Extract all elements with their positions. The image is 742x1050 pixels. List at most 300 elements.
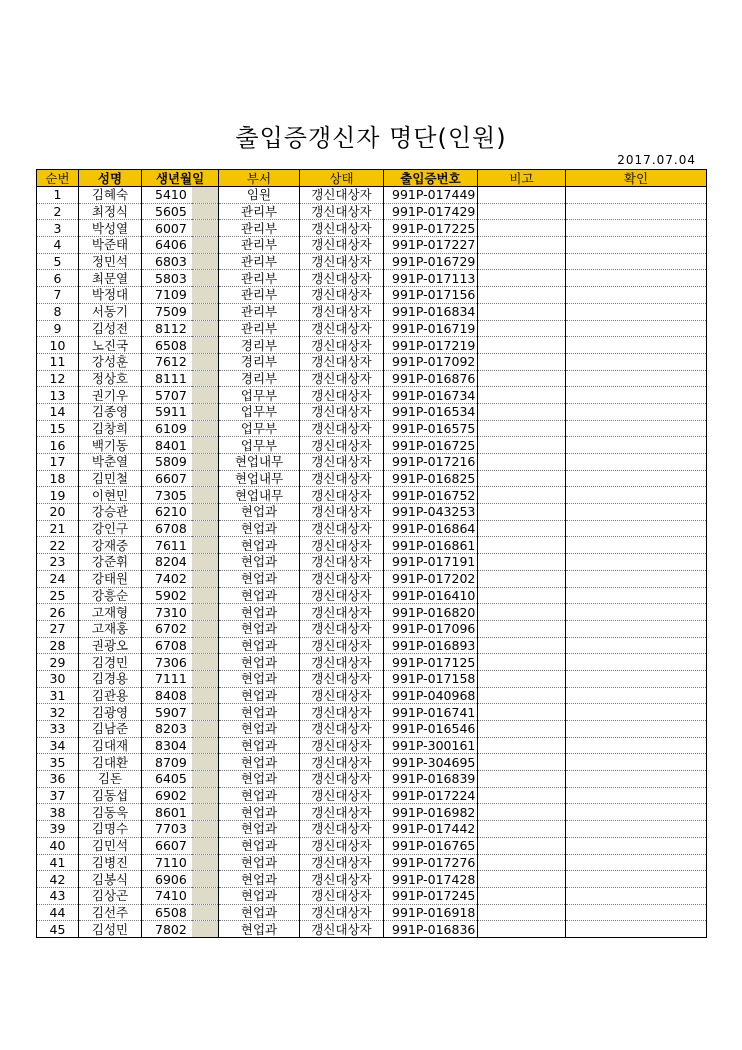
row-pass-number: 991P-017202 xyxy=(384,570,478,587)
row-confirm xyxy=(566,270,707,287)
row-pass-number: 991P-016825 xyxy=(384,470,478,487)
header-pass: 출입증번호 xyxy=(384,170,478,187)
row-birth-redacted xyxy=(192,704,219,721)
header-dept: 부서 xyxy=(219,170,300,187)
row-number: 11 xyxy=(37,353,79,370)
row-name: 김성민 xyxy=(79,921,142,938)
row-name: 김경민 xyxy=(79,654,142,671)
row-number: 42 xyxy=(37,871,79,888)
row-name: 김동욱 xyxy=(79,804,142,821)
row-number: 17 xyxy=(37,454,79,471)
row-confirm xyxy=(566,353,707,370)
row-number: 35 xyxy=(37,754,79,771)
row-confirm xyxy=(566,337,707,354)
row-birth: 5907 xyxy=(142,704,192,721)
row-dept: 현업과 xyxy=(219,921,300,938)
row-pass-number: 991P-016741 xyxy=(384,704,478,721)
row-number: 32 xyxy=(37,704,79,721)
table-row xyxy=(37,604,707,621)
row-name: 박정대 xyxy=(79,287,142,304)
row-birth: 5809 xyxy=(142,454,192,471)
table-header-row xyxy=(37,170,707,187)
row-confirm xyxy=(566,570,707,587)
row-note xyxy=(478,187,566,204)
row-name: 최정식 xyxy=(79,203,142,220)
row-note xyxy=(478,771,566,788)
row-name: 김선주 xyxy=(79,904,142,921)
row-status: 갱신대상자 xyxy=(300,721,384,738)
row-birth: 5410 xyxy=(142,187,192,204)
row-birth-redacted xyxy=(192,353,219,370)
table-row xyxy=(37,721,707,738)
header-birth: 생년월일 xyxy=(142,170,219,187)
row-birth: 6007 xyxy=(142,220,192,237)
row-number: 27 xyxy=(37,620,79,637)
row-birth-redacted xyxy=(192,570,219,587)
row-confirm xyxy=(566,420,707,437)
row-number: 20 xyxy=(37,504,79,521)
row-name: 박성열 xyxy=(79,220,142,237)
header-note: 비고 xyxy=(478,170,566,187)
row-note xyxy=(478,437,566,454)
table-row xyxy=(37,804,707,821)
row-dept: 경리부 xyxy=(219,370,300,387)
table-row xyxy=(37,821,707,838)
row-birth: 5707 xyxy=(142,387,192,404)
row-number: 5 xyxy=(37,253,79,270)
row-dept: 관리부 xyxy=(219,287,300,304)
row-confirm xyxy=(566,854,707,871)
row-status: 갱신대상자 xyxy=(300,771,384,788)
row-name: 김혜숙 xyxy=(79,187,142,204)
row-number: 6 xyxy=(37,270,79,287)
row-birth-redacted xyxy=(192,721,219,738)
row-confirm xyxy=(566,771,707,788)
row-note xyxy=(478,854,566,871)
row-birth-redacted xyxy=(192,337,219,354)
header-confirm: 확인 xyxy=(566,170,707,187)
row-status: 갱신대상자 xyxy=(300,387,384,404)
row-birth-redacted xyxy=(192,921,219,938)
row-number: 45 xyxy=(37,921,79,938)
row-pass-number: 991P-017216 xyxy=(384,454,478,471)
row-name: 김봉식 xyxy=(79,871,142,888)
row-name: 강인구 xyxy=(79,520,142,537)
row-dept: 경리부 xyxy=(219,353,300,370)
table-row xyxy=(37,520,707,537)
row-note xyxy=(478,420,566,437)
row-birth-redacted xyxy=(192,537,219,554)
row-pass-number: 991P-016834 xyxy=(384,303,478,320)
row-name: 서동기 xyxy=(79,303,142,320)
row-note xyxy=(478,737,566,754)
row-birth: 7305 xyxy=(142,487,192,504)
row-status: 갱신대상자 xyxy=(300,437,384,454)
row-birth-redacted xyxy=(192,837,219,854)
row-name: 김동섭 xyxy=(79,787,142,804)
row-status: 갱신대상자 xyxy=(300,520,384,537)
row-birth: 6702 xyxy=(142,620,192,637)
row-birth: 7509 xyxy=(142,303,192,320)
row-name: 권광오 xyxy=(79,637,142,654)
row-birth: 6405 xyxy=(142,771,192,788)
row-note xyxy=(478,487,566,504)
row-birth: 8401 xyxy=(142,437,192,454)
row-note xyxy=(478,704,566,721)
row-birth: 6708 xyxy=(142,637,192,654)
row-name: 박춘열 xyxy=(79,454,142,471)
row-status: 갱신대상자 xyxy=(300,220,384,237)
row-birth: 7109 xyxy=(142,287,192,304)
row-birth-redacted xyxy=(192,504,219,521)
row-confirm xyxy=(566,253,707,270)
row-confirm xyxy=(566,303,707,320)
row-dept: 현업과 xyxy=(219,904,300,921)
row-birth-redacted xyxy=(192,320,219,337)
row-note xyxy=(478,387,566,404)
row-pass-number: 991P-016820 xyxy=(384,604,478,621)
row-pass-number: 991P-017219 xyxy=(384,337,478,354)
table-row xyxy=(37,537,707,554)
row-birth: 6109 xyxy=(142,420,192,437)
row-note xyxy=(478,253,566,270)
row-birth: 6210 xyxy=(142,504,192,521)
row-confirm xyxy=(566,504,707,521)
row-birth: 7402 xyxy=(142,570,192,587)
row-status: 갱신대상자 xyxy=(300,370,384,387)
row-birth-redacted xyxy=(192,904,219,921)
row-birth: 6406 xyxy=(142,237,192,254)
row-birth-redacted xyxy=(192,370,219,387)
row-number: 39 xyxy=(37,821,79,838)
row-dept: 업무부 xyxy=(219,403,300,420)
row-birth-redacted xyxy=(192,470,219,487)
row-status: 갱신대상자 xyxy=(300,637,384,654)
row-number: 33 xyxy=(37,721,79,738)
row-note xyxy=(478,904,566,921)
row-birth-redacted xyxy=(192,520,219,537)
row-birth: 7410 xyxy=(142,887,192,904)
row-dept: 현업과 xyxy=(219,554,300,571)
row-confirm xyxy=(566,787,707,804)
row-birth-redacted xyxy=(192,620,219,637)
row-pass-number: 991P-016839 xyxy=(384,771,478,788)
row-name: 김관용 xyxy=(79,687,142,704)
row-pass-number: 991P-016836 xyxy=(384,921,478,938)
row-name: 김상곤 xyxy=(79,887,142,904)
row-confirm xyxy=(566,587,707,604)
row-dept: 관리부 xyxy=(219,270,300,287)
row-birth-redacted xyxy=(192,771,219,788)
row-pass-number: 991P-016752 xyxy=(384,487,478,504)
row-number: 30 xyxy=(37,670,79,687)
row-birth-redacted xyxy=(192,587,219,604)
row-birth-redacted xyxy=(192,754,219,771)
table-row xyxy=(37,487,707,504)
row-note xyxy=(478,871,566,888)
table-row xyxy=(37,787,707,804)
row-birth-redacted xyxy=(192,203,219,220)
row-dept: 현업과 xyxy=(219,587,300,604)
row-pass-number: 991P-017225 xyxy=(384,220,478,237)
row-status: 갱신대상자 xyxy=(300,704,384,721)
table-row xyxy=(37,270,707,287)
table-row xyxy=(37,470,707,487)
row-dept: 현업과 xyxy=(219,670,300,687)
row-pass-number: 991P-016534 xyxy=(384,403,478,420)
row-note xyxy=(478,554,566,571)
row-confirm xyxy=(566,637,707,654)
row-confirm xyxy=(566,370,707,387)
row-pass-number: 991P-017429 xyxy=(384,203,478,220)
row-birth-redacted xyxy=(192,737,219,754)
row-name: 김남준 xyxy=(79,721,142,738)
row-number: 10 xyxy=(37,337,79,354)
row-birth: 7306 xyxy=(142,654,192,671)
row-birth-redacted xyxy=(192,887,219,904)
row-pass-number: 991P-017245 xyxy=(384,887,478,904)
row-dept: 업무부 xyxy=(219,387,300,404)
row-confirm xyxy=(566,754,707,771)
table-row xyxy=(37,687,707,704)
row-note xyxy=(478,470,566,487)
row-dept: 현업과 xyxy=(219,754,300,771)
row-number: 31 xyxy=(37,687,79,704)
row-pass-number: 991P-017227 xyxy=(384,237,478,254)
table-row xyxy=(37,587,707,604)
row-pass-number: 991P-016893 xyxy=(384,637,478,654)
table-row xyxy=(37,620,707,637)
row-dept: 임원 xyxy=(219,187,300,204)
table-row xyxy=(37,387,707,404)
row-status: 갱신대상자 xyxy=(300,253,384,270)
table-row xyxy=(37,654,707,671)
row-status: 갱신대상자 xyxy=(300,787,384,804)
row-pass-number: 991P-017449 xyxy=(384,187,478,204)
row-status: 갱신대상자 xyxy=(300,454,384,471)
row-number: 13 xyxy=(37,387,79,404)
row-birth: 8709 xyxy=(142,754,192,771)
table-row xyxy=(37,320,707,337)
row-birth: 5605 xyxy=(142,203,192,220)
row-pass-number: 991P-304695 xyxy=(384,754,478,771)
row-note xyxy=(478,570,566,587)
row-pass-number: 991P-043253 xyxy=(384,504,478,521)
row-name: 권기우 xyxy=(79,387,142,404)
row-name: 김명수 xyxy=(79,821,142,838)
row-birth: 7611 xyxy=(142,537,192,554)
row-dept: 현업과 xyxy=(219,804,300,821)
row-birth-redacted xyxy=(192,403,219,420)
row-confirm xyxy=(566,470,707,487)
row-pass-number: 991P-017191 xyxy=(384,554,478,571)
row-name: 김돈 xyxy=(79,771,142,788)
document-title: 출입증갱신자 명단(인원) xyxy=(235,124,507,152)
row-pass-number: 991P-016729 xyxy=(384,253,478,270)
row-birth-redacted xyxy=(192,220,219,237)
row-birth: 6902 xyxy=(142,787,192,804)
row-status: 갱신대상자 xyxy=(300,587,384,604)
row-number: 36 xyxy=(37,771,79,788)
row-note xyxy=(478,687,566,704)
table-row xyxy=(37,253,707,270)
row-birth-redacted xyxy=(192,454,219,471)
row-birth: 5902 xyxy=(142,587,192,604)
row-name: 김민석 xyxy=(79,837,142,854)
row-confirm xyxy=(566,487,707,504)
row-status: 갱신대상자 xyxy=(300,737,384,754)
row-number: 23 xyxy=(37,554,79,571)
row-note xyxy=(478,403,566,420)
table-row xyxy=(37,337,707,354)
table-row xyxy=(37,353,707,370)
table-row xyxy=(37,287,707,304)
row-name: 백기동 xyxy=(79,437,142,454)
row-dept: 현업과 xyxy=(219,537,300,554)
row-birth: 6607 xyxy=(142,470,192,487)
table-row xyxy=(37,504,707,521)
row-birth: 6803 xyxy=(142,253,192,270)
row-confirm xyxy=(566,187,707,204)
table-row xyxy=(37,904,707,921)
row-number: 43 xyxy=(37,887,79,904)
row-status: 갱신대상자 xyxy=(300,537,384,554)
document-date: 2017.07.04 xyxy=(617,153,696,167)
row-dept: 현업내무 xyxy=(219,470,300,487)
row-number: 18 xyxy=(37,470,79,487)
row-note xyxy=(478,454,566,471)
row-birth: 8111 xyxy=(142,370,192,387)
row-note xyxy=(478,504,566,521)
row-birth: 8408 xyxy=(142,687,192,704)
row-number: 15 xyxy=(37,420,79,437)
row-confirm xyxy=(566,520,707,537)
row-status: 갱신대상자 xyxy=(300,754,384,771)
row-pass-number: 991P-017428 xyxy=(384,871,478,888)
table-row xyxy=(37,437,707,454)
row-confirm xyxy=(566,437,707,454)
row-birth-redacted xyxy=(192,420,219,437)
row-birth-redacted xyxy=(192,821,219,838)
row-name: 강태원 xyxy=(79,570,142,587)
row-pass-number: 991P-016719 xyxy=(384,320,478,337)
row-birth-redacted xyxy=(192,871,219,888)
row-confirm xyxy=(566,537,707,554)
row-name: 김대환 xyxy=(79,754,142,771)
row-confirm xyxy=(566,554,707,571)
row-confirm xyxy=(566,804,707,821)
row-dept: 현업과 xyxy=(219,704,300,721)
row-note xyxy=(478,203,566,220)
row-birth: 8112 xyxy=(142,320,192,337)
row-birth: 7310 xyxy=(142,604,192,621)
row-note xyxy=(478,721,566,738)
table-row xyxy=(37,403,707,420)
row-birth: 5803 xyxy=(142,270,192,287)
row-birth-redacted xyxy=(192,637,219,654)
row-note xyxy=(478,520,566,537)
row-status: 갱신대상자 xyxy=(300,837,384,854)
table-row xyxy=(37,887,707,904)
row-dept: 관리부 xyxy=(219,220,300,237)
row-status: 갱신대상자 xyxy=(300,687,384,704)
row-birth-redacted xyxy=(192,787,219,804)
row-name: 김병진 xyxy=(79,854,142,871)
roster-table xyxy=(36,169,707,938)
row-name: 박준태 xyxy=(79,237,142,254)
row-status: 갱신대상자 xyxy=(300,904,384,921)
row-name: 최문열 xyxy=(79,270,142,287)
row-birth-redacted xyxy=(192,654,219,671)
row-name: 노진국 xyxy=(79,337,142,354)
row-birth: 8304 xyxy=(142,737,192,754)
table-row xyxy=(37,303,707,320)
row-name: 김성전 xyxy=(79,320,142,337)
row-name: 강재중 xyxy=(79,537,142,554)
row-status: 갱신대상자 xyxy=(300,420,384,437)
row-confirm xyxy=(566,454,707,471)
row-status: 갱신대상자 xyxy=(300,470,384,487)
row-note xyxy=(478,787,566,804)
row-pass-number: 991P-016575 xyxy=(384,420,478,437)
row-status: 갱신대상자 xyxy=(300,887,384,904)
row-dept: 업무부 xyxy=(219,437,300,454)
row-confirm xyxy=(566,821,707,838)
row-dept: 현업과 xyxy=(219,637,300,654)
row-dept: 관리부 xyxy=(219,320,300,337)
row-name: 김민철 xyxy=(79,470,142,487)
row-note xyxy=(478,220,566,237)
row-note xyxy=(478,303,566,320)
row-pass-number: 991P-017125 xyxy=(384,654,478,671)
row-name: 고재형 xyxy=(79,604,142,621)
row-note xyxy=(478,921,566,938)
row-name: 강준휘 xyxy=(79,554,142,571)
row-status: 갱신대상자 xyxy=(300,487,384,504)
table-row xyxy=(37,921,707,938)
row-note xyxy=(478,637,566,654)
row-confirm xyxy=(566,620,707,637)
row-birth-redacted xyxy=(192,437,219,454)
table-row xyxy=(37,637,707,654)
row-pass-number: 991P-040968 xyxy=(384,687,478,704)
header-no: 순번 xyxy=(37,170,79,187)
row-note xyxy=(478,320,566,337)
row-dept: 경리부 xyxy=(219,337,300,354)
row-dept: 현업과 xyxy=(219,620,300,637)
row-status: 갱신대상자 xyxy=(300,554,384,571)
row-pass-number: 991P-016982 xyxy=(384,804,478,821)
row-status: 갱신대상자 xyxy=(300,821,384,838)
row-note xyxy=(478,670,566,687)
row-confirm xyxy=(566,737,707,754)
table-row xyxy=(37,370,707,387)
row-number: 25 xyxy=(37,587,79,604)
row-name: 김광영 xyxy=(79,704,142,721)
row-dept: 현업과 xyxy=(219,687,300,704)
row-birth: 7612 xyxy=(142,353,192,370)
row-status: 갱신대상자 xyxy=(300,337,384,354)
row-name: 김창희 xyxy=(79,420,142,437)
row-status: 갱신대상자 xyxy=(300,287,384,304)
row-pass-number: 991P-017156 xyxy=(384,287,478,304)
row-pass-number: 991P-016725 xyxy=(384,437,478,454)
row-confirm xyxy=(566,387,707,404)
row-pass-number: 991P-017158 xyxy=(384,670,478,687)
row-status: 갱신대상자 xyxy=(300,303,384,320)
row-name: 정상호 xyxy=(79,370,142,387)
row-note xyxy=(478,287,566,304)
